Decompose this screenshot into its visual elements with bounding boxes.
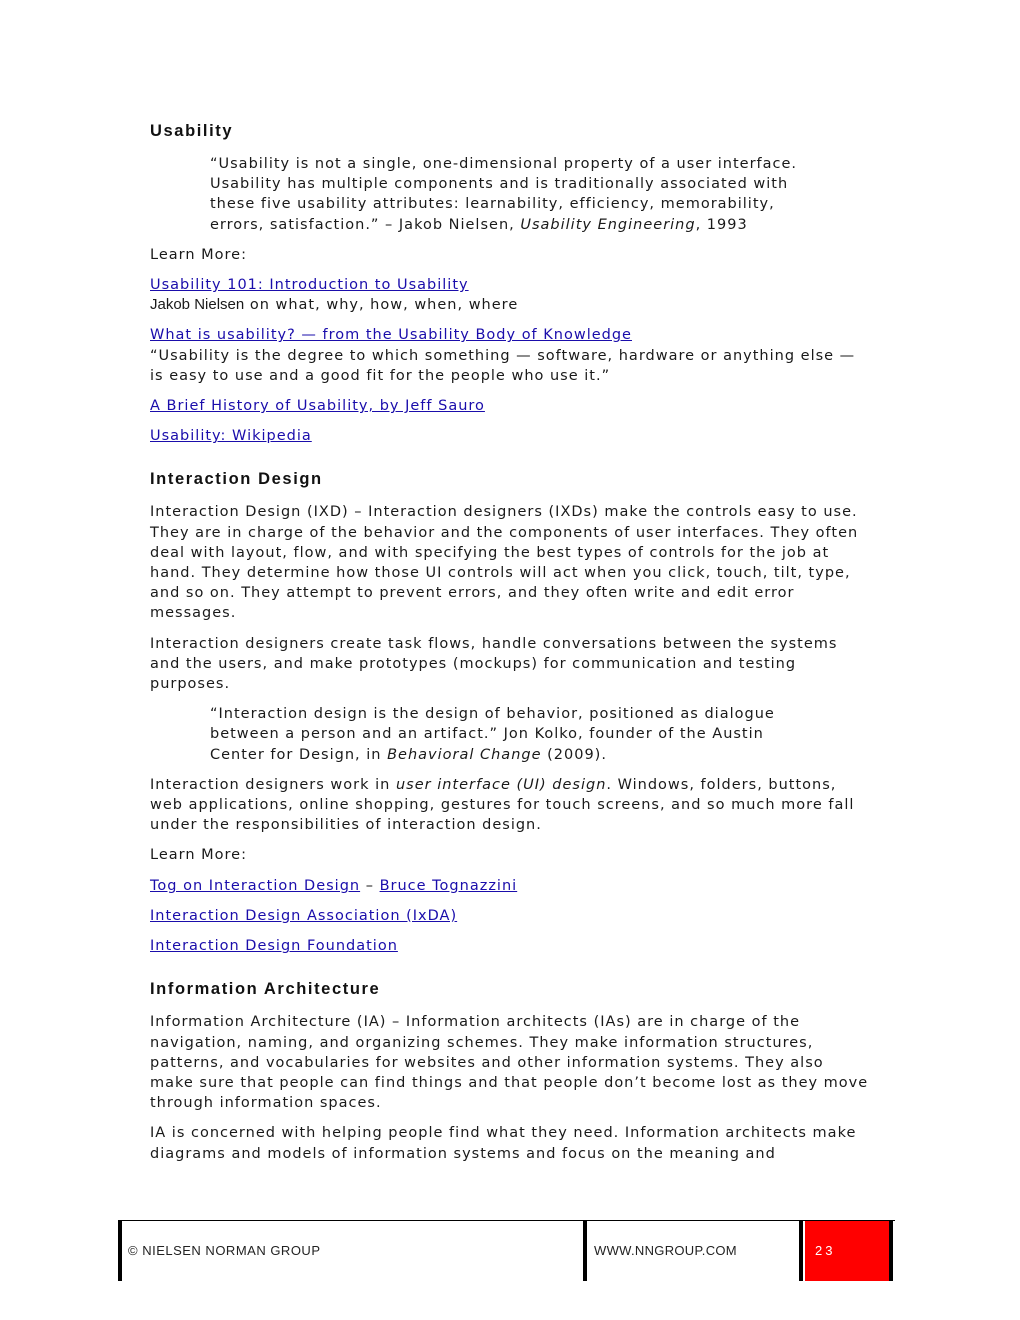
ixd-quote: “Interaction design is the design of behavior, positioned as dialogue between a person and an artifact.” Jon Kolko, founder of the Austin Center for Design, in Behavioral Change (2009). <box>210 706 775 763</box>
page-footer <box>118 1220 895 1281</box>
usability-learn-more: Learn More: <box>150 246 247 263</box>
usability-quote: “Usability is not a single, one-dimensional property of a user interface. Usability has multiple components and is traditionally associated with these five usability attributes: learnability, efficiency, memorability, errors, satisfaction.” – Jakob Nielsen, Usability Engineering, 1993 <box>210 156 798 233</box>
ixd-paragraph-3: Interaction designers work in user interface (UI) design. Windows, folders, buttons, web applications, online shopping, gestures for touch screens, and so much more fall under the responsibilities of interaction design. <box>150 776 855 834</box>
ixda-link[interactable]: Interaction Design Association (IxDA) <box>150 907 458 924</box>
ixd-quote-book: Behavioral Change <box>387 746 542 763</box>
footer-website-link[interactable]: WWW.NNGROUP.COM <box>594 1243 737 1258</box>
usability-heading: Usability <box>150 122 234 140</box>
usability-wikipedia-link[interactable]: Usability: Wikipedia <box>150 428 312 445</box>
footer-right-rule-1 <box>799 1221 803 1281</box>
tog-link[interactable]: Tog on Interaction Design <box>150 877 361 894</box>
page-content <box>150 118 872 1164</box>
ixd-link1-block: Tog on Interaction Design – Bruce Tognazzini <box>150 877 518 894</box>
interaction-design-heading: Interaction Design <box>150 470 323 489</box>
ixd-paragraph-2: Interaction designers create task flows, handle conversations between the systems and the users, and make prototypes (mockups) for communication and testing purposes. <box>150 635 838 693</box>
page-number-badge <box>805 1221 889 1281</box>
ixd-learn-more: Learn More: <box>150 847 247 864</box>
ia-heading: Information Architecture <box>150 980 381 999</box>
author-name: Jakob Nielsen <box>150 296 245 314</box>
page-number: 23 <box>815 1243 836 1258</box>
ia-paragraph-1: Information Architecture (IA) – Information architects (IAs) are in charge of the navigation, naming, and organizing schemes. They make information structures, patterns, and vocabularies for websites and other information systems. They also make sure that people can find things and that people don’t become lost as they move through information spaces. <box>150 1014 869 1112</box>
footer-copyright: © NIELSEN NORMAN GROUP <box>128 1243 321 1258</box>
footer-middle-rule <box>583 1221 587 1281</box>
footer-left-rule <box>118 1221 122 1281</box>
ixd-paragraph-1: Interaction Design (IXD) – Interaction designers (IXDs) make the controls easy to use. They are in charge of the behavior and the components of user interfaces. They often deal with layout, flow, and with specifying the best types of controls for the job at hand. They determine how those UI controls will act when you click, touch, tilt, type, and so on. They attempt to prevent errors, and they often write and edit error messages. <box>150 504 859 622</box>
usability-history-link[interactable]: A Brief History of Usability, by Jeff Sauro <box>150 398 485 415</box>
usability-link2-block: What is usability? — from the Usability Body of Knowledge “Usability is the degree to which something — software, hardware or anything else — is easy to use and a good fit for the people who use it.” <box>150 327 856 384</box>
usability-bok-link[interactable]: What is usability? — from the Usability Body of Knowledge <box>150 327 632 344</box>
footer-right-rule-2 <box>889 1221 893 1281</box>
usability-link1-block: Usability 101: Introduction to Usability Jakob Nielsen on what, why, how, when, where <box>150 277 519 314</box>
usability-101-link[interactable]: Usability 101: Introduction to Usability <box>150 277 469 294</box>
usability-quote-book: Usability Engineering <box>520 216 696 233</box>
tognazzini-link[interactable]: Bruce Tognazzini <box>379 877 518 894</box>
idf-link[interactable]: Interaction Design Foundation <box>150 938 398 955</box>
ia-paragraph-2: IA is concerned with helping people find what they need. Information architects make diagrams and models of information systems and focus on the meaning and <box>150 1125 857 1162</box>
